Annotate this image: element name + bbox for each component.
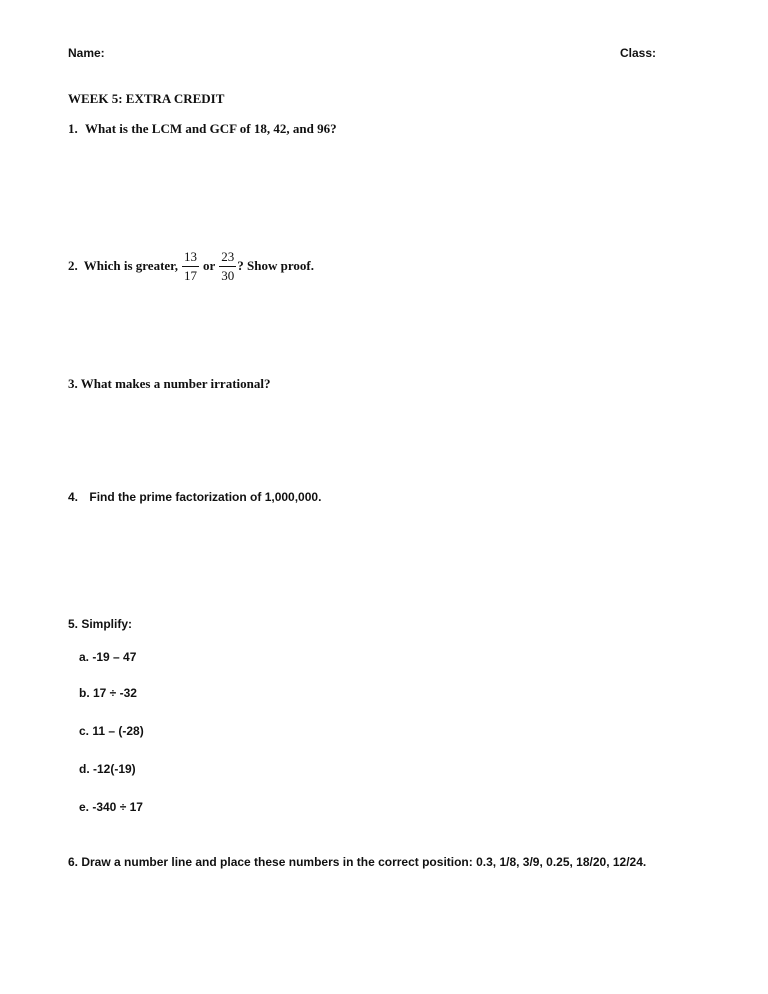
question-3: 3. What makes a number irrational? bbox=[68, 376, 271, 391]
fraction-1-numerator: 13 bbox=[184, 248, 197, 264]
question-4-text: Find the prime factorization of 1,000,000. bbox=[89, 490, 322, 504]
question-5-item-e: e. -340 ÷ 17 bbox=[79, 800, 143, 814]
question-5: 5. Simplify: bbox=[68, 617, 133, 631]
fraction-13-17 bbox=[182, 248, 199, 285]
fraction-2-denominator: 30 bbox=[221, 267, 235, 283]
question-6: 6. Draw a number line and place these numbers in the correct position: 0.3, 1/8, 3/9, 0.25, 18/20, 12/24. bbox=[68, 855, 647, 869]
question-1 bbox=[68, 121, 337, 137]
name-label: Name: bbox=[68, 46, 105, 60]
question-5-item-d: d. -12(-19) bbox=[79, 762, 136, 776]
question-5-item-a: a. -19 – 47 bbox=[79, 650, 137, 664]
question-1-text: What is the LCM and GCF of 18, 42, and 96? bbox=[85, 121, 337, 136]
question-5-item-c: c. 11 – (-28) bbox=[79, 724, 144, 738]
question-1-number: 1. bbox=[68, 121, 78, 136]
question-2-suffix: ? Show proof. bbox=[237, 258, 314, 273]
question-2-number: 2. bbox=[68, 258, 78, 273]
question-5-item-b: b. 17 ÷ -32 bbox=[79, 686, 137, 700]
question-2 bbox=[68, 244, 314, 288]
fraction-23-30 bbox=[219, 248, 236, 285]
class-label: Class: bbox=[620, 46, 657, 60]
fraction-1-denominator: 17 bbox=[184, 267, 197, 283]
fraction-2-numerator: 23 bbox=[221, 248, 235, 264]
worksheet-title: WEEK 5: EXTRA CREDIT bbox=[68, 91, 225, 106]
question-4-number: 4. bbox=[68, 490, 79, 504]
question-2-prefix: Which is greater, bbox=[83, 258, 178, 273]
question-4 bbox=[68, 490, 321, 504]
question-2-or: or bbox=[203, 258, 216, 273]
